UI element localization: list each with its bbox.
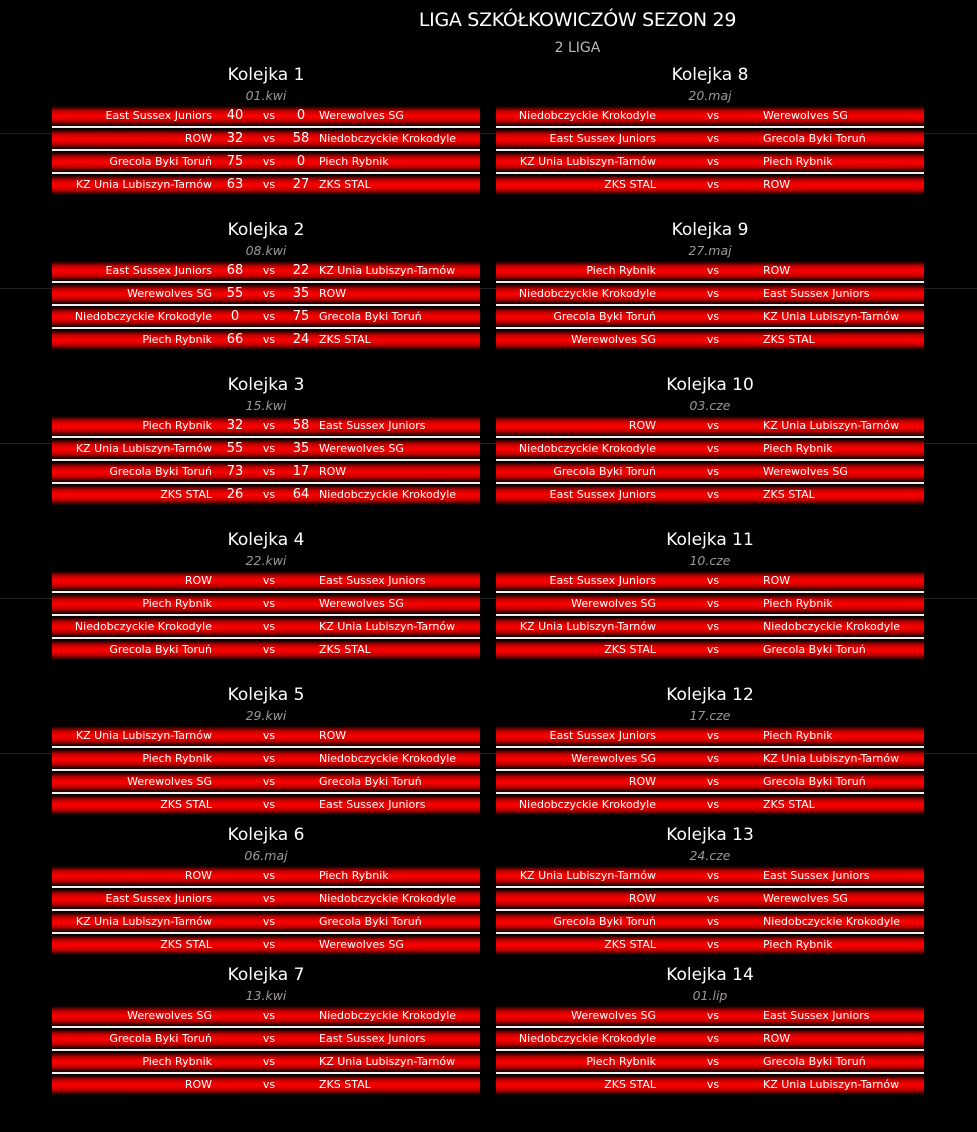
round-title: Kolejka 3 xyxy=(227,375,305,395)
match-row[interactable] xyxy=(496,462,924,482)
home-team: KZ Unia Lubiszyn-Tarnów xyxy=(75,442,212,455)
round-section xyxy=(496,528,924,663)
away-team: KZ Unia Lubiszyn-Tarnów xyxy=(319,264,456,277)
match-row[interactable] xyxy=(52,726,480,746)
away-team: Werewolves SG xyxy=(763,892,848,905)
away-team: Niedobczyckie Krokodyle xyxy=(319,1009,457,1022)
away-team: ROW xyxy=(763,178,791,191)
round-title: Kolejka 5 xyxy=(227,685,305,705)
away-team: Grecola Byki Toruń xyxy=(763,643,866,656)
round-date: 01.kwi xyxy=(245,88,287,103)
round-date: 22.kwi xyxy=(245,553,287,568)
match-row[interactable] xyxy=(496,795,924,815)
match-row[interactable] xyxy=(52,307,480,327)
home-team: KZ Unia Lubiszyn-Tarnów xyxy=(75,178,212,191)
home-team: East Sussex Juniors xyxy=(549,729,656,742)
match-row[interactable] xyxy=(52,912,480,932)
home-team: ZKS STAL xyxy=(604,1078,656,1091)
vs-label: vs xyxy=(262,938,276,951)
vs-label: vs xyxy=(262,798,276,811)
vs-label: vs xyxy=(706,442,720,455)
home-team: Grecola Byki Toruń xyxy=(553,310,656,323)
vs-label: vs xyxy=(706,1032,720,1045)
match-row[interactable] xyxy=(496,912,924,932)
vs-label: vs xyxy=(706,729,720,742)
home-team: ROW xyxy=(184,1078,212,1091)
match-row[interactable] xyxy=(496,129,924,149)
round-title: Kolejka 8 xyxy=(671,65,749,85)
round-section xyxy=(496,218,924,353)
home-score: 75 xyxy=(226,154,244,169)
away-team: Niedobczyckie Krokodyle xyxy=(319,132,457,145)
match-row[interactable] xyxy=(52,571,480,591)
home-team: ZKS STAL xyxy=(160,488,212,501)
vs-label: vs xyxy=(706,643,720,656)
away-team: Werewolves SG xyxy=(763,465,848,478)
round-title: Kolejka 10 xyxy=(666,375,754,395)
home-team: Werewolves SG xyxy=(571,752,656,765)
round-title: Kolejka 4 xyxy=(227,530,305,550)
away-team: Grecola Byki Toruń xyxy=(319,915,422,928)
round-section xyxy=(496,683,924,818)
vs-label: vs xyxy=(706,597,720,610)
vs-label: vs xyxy=(262,1055,276,1068)
match-row[interactable] xyxy=(496,106,924,126)
away-score: 75 xyxy=(292,309,310,324)
home-team: ZKS STAL xyxy=(160,798,212,811)
home-team: ROW xyxy=(628,775,656,788)
away-team: Niedobczyckie Krokodyle xyxy=(319,752,457,765)
home-team: Piech Rybnik xyxy=(142,333,212,346)
home-team: Niedobczyckie Krokodyle xyxy=(518,109,656,122)
match-row[interactable] xyxy=(52,416,480,436)
vs-label: vs xyxy=(706,419,720,432)
match-row[interactable] xyxy=(496,175,924,195)
vs-label: vs xyxy=(706,915,720,928)
round-section xyxy=(52,683,480,818)
home-team: East Sussex Juniors xyxy=(105,264,212,277)
home-score: 68 xyxy=(226,263,244,278)
round-date: 06.maj xyxy=(244,848,288,863)
away-score: 27 xyxy=(292,177,310,192)
away-team: KZ Unia Lubiszyn-Tarnów xyxy=(319,620,456,633)
round-section xyxy=(52,63,480,198)
away-team: ROW xyxy=(319,465,347,478)
vs-label: vs xyxy=(262,178,276,191)
match-row[interactable] xyxy=(52,106,480,126)
home-team: Niedobczyckie Krokodyle xyxy=(74,620,212,633)
away-team: Werewolves SG xyxy=(319,938,404,951)
away-score: 64 xyxy=(292,487,310,502)
vs-label: vs xyxy=(262,155,276,168)
vs-label: vs xyxy=(262,729,276,742)
away-team: KZ Unia Lubiszyn-Tarnów xyxy=(763,310,900,323)
away-score: 58 xyxy=(292,131,310,146)
match-row[interactable] xyxy=(52,129,480,149)
away-team: ROW xyxy=(319,729,347,742)
away-team: Niedobczyckie Krokodyle xyxy=(319,488,457,501)
round-title: Kolejka 9 xyxy=(671,220,749,240)
home-score: 0 xyxy=(230,309,240,324)
vs-label: vs xyxy=(262,1078,276,1091)
home-team: ZKS STAL xyxy=(604,643,656,656)
vs-label: vs xyxy=(706,264,720,277)
home-team: Grecola Byki Toruń xyxy=(553,465,656,478)
home-team: ROW xyxy=(628,419,656,432)
match-row[interactable] xyxy=(52,640,480,660)
home-score: 73 xyxy=(226,464,244,479)
match-row[interactable] xyxy=(496,889,924,909)
vs-label: vs xyxy=(706,869,720,882)
match-row[interactable] xyxy=(496,485,924,505)
round-date: 20.maj xyxy=(688,88,732,103)
away-team: Werewolves SG xyxy=(319,109,404,122)
vs-label: vs xyxy=(262,132,276,145)
away-score: 35 xyxy=(292,286,310,301)
match-row[interactable] xyxy=(52,1029,480,1049)
vs-label: vs xyxy=(706,798,720,811)
away-team: Grecola Byki Toruń xyxy=(763,1055,866,1068)
match-row[interactable] xyxy=(52,935,480,955)
away-team: Werewolves SG xyxy=(763,109,848,122)
match-row[interactable] xyxy=(52,1006,480,1026)
home-team: ZKS STAL xyxy=(604,938,656,951)
away-team: East Sussex Juniors xyxy=(319,1032,426,1045)
match-row[interactable] xyxy=(496,866,924,886)
home-team: Niedobczyckie Krokodyle xyxy=(518,287,656,300)
home-team: Grecola Byki Toruń xyxy=(109,465,212,478)
vs-label: vs xyxy=(262,465,276,478)
match-row[interactable] xyxy=(52,439,480,459)
away-team: East Sussex Juniors xyxy=(763,287,870,300)
away-team: Grecola Byki Toruń xyxy=(319,310,422,323)
match-row[interactable] xyxy=(496,284,924,304)
match-row[interactable] xyxy=(496,416,924,436)
round-date: 17.cze xyxy=(689,708,731,723)
round-section xyxy=(52,963,480,1098)
vs-label: vs xyxy=(706,892,720,905)
round-title: Kolejka 1 xyxy=(227,65,305,85)
home-team: ROW xyxy=(628,892,656,905)
away-team: East Sussex Juniors xyxy=(319,574,426,587)
home-team: Niedobczyckie Krokodyle xyxy=(74,310,212,323)
away-score: 17 xyxy=(292,464,310,479)
away-team: KZ Unia Lubiszyn-Tarnów xyxy=(763,752,900,765)
home-team: Werewolves SG xyxy=(571,597,656,610)
away-team: ZKS STAL xyxy=(763,488,815,501)
round-title: Kolejka 12 xyxy=(666,685,754,705)
home-team: KZ Unia Lubiszyn-Tarnów xyxy=(519,869,656,882)
away-team: Piech Rybnik xyxy=(763,155,833,168)
home-team: Werewolves SG xyxy=(127,287,212,300)
round-date: 15.kwi xyxy=(245,398,287,413)
round-section xyxy=(52,528,480,663)
away-team: KZ Unia Lubiszyn-Tarnów xyxy=(319,1055,456,1068)
match-row[interactable] xyxy=(496,772,924,792)
round-section xyxy=(52,218,480,353)
home-team: East Sussex Juniors xyxy=(549,488,656,501)
match-row[interactable] xyxy=(496,571,924,591)
home-team: East Sussex Juniors xyxy=(549,132,656,145)
round-title: Kolejka 11 xyxy=(666,530,754,550)
home-score: 32 xyxy=(226,418,244,433)
away-team: ZKS STAL xyxy=(319,178,371,191)
round-date: 01.lip xyxy=(692,988,728,1003)
home-team: ZKS STAL xyxy=(160,938,212,951)
vs-label: vs xyxy=(262,597,276,610)
away-team: Niedobczyckie Krokodyle xyxy=(763,915,901,928)
away-team: Grecola Byki Toruń xyxy=(319,775,422,788)
match-row[interactable] xyxy=(52,175,480,195)
vs-label: vs xyxy=(706,1009,720,1022)
vs-label: vs xyxy=(706,574,720,587)
vs-label: vs xyxy=(706,287,720,300)
home-team: ROW xyxy=(184,869,212,882)
away-team: Piech Rybnik xyxy=(319,155,389,168)
match-row[interactable] xyxy=(52,1052,480,1072)
home-team: Grecola Byki Toruń xyxy=(109,155,212,168)
vs-label: vs xyxy=(262,1032,276,1045)
vs-label: vs xyxy=(706,1078,720,1091)
away-team: East Sussex Juniors xyxy=(763,1009,870,1022)
vs-label: vs xyxy=(706,333,720,346)
round-section xyxy=(496,373,924,508)
away-team: Niedobczyckie Krokodyle xyxy=(319,892,457,905)
match-row[interactable] xyxy=(496,726,924,746)
away-team: ROW xyxy=(763,574,791,587)
match-row[interactable] xyxy=(52,866,480,886)
vs-label: vs xyxy=(262,892,276,905)
home-team: Piech Rybnik xyxy=(142,752,212,765)
match-row[interactable] xyxy=(496,640,924,660)
vs-label: vs xyxy=(706,488,720,501)
home-team: Piech Rybnik xyxy=(586,1055,656,1068)
match-row[interactable] xyxy=(496,935,924,955)
match-row[interactable] xyxy=(52,330,480,350)
away-team: ROW xyxy=(319,287,347,300)
match-row[interactable] xyxy=(496,749,924,769)
home-team: KZ Unia Lubiszyn-Tarnów xyxy=(519,155,656,168)
match-row[interactable] xyxy=(52,462,480,482)
match-row[interactable] xyxy=(496,261,924,281)
away-team: ZKS STAL xyxy=(763,798,815,811)
match-row[interactable] xyxy=(52,485,480,505)
home-team: KZ Unia Lubiszyn-Tarnów xyxy=(75,915,212,928)
vs-label: vs xyxy=(262,442,276,455)
home-score: 26 xyxy=(226,487,244,502)
vs-label: vs xyxy=(262,775,276,788)
home-score: 55 xyxy=(226,286,244,301)
match-row[interactable] xyxy=(496,439,924,459)
match-row[interactable] xyxy=(496,1006,924,1026)
vs-label: vs xyxy=(706,775,720,788)
away-team: Piech Rybnik xyxy=(319,869,389,882)
away-score: 35 xyxy=(292,441,310,456)
home-team: Piech Rybnik xyxy=(586,264,656,277)
round-title: Kolejka 7 xyxy=(227,965,305,985)
match-row[interactable] xyxy=(496,1075,924,1095)
page-title: LIGA SZKÓŁKOWICZÓW SEZON 29 xyxy=(418,9,737,31)
home-team: Piech Rybnik xyxy=(142,1055,212,1068)
away-team: KZ Unia Lubiszyn-Tarnów xyxy=(763,419,900,432)
match-row[interactable] xyxy=(52,594,480,614)
home-team: ROW xyxy=(184,574,212,587)
vs-label: vs xyxy=(262,915,276,928)
away-team: East Sussex Juniors xyxy=(319,419,426,432)
match-row[interactable] xyxy=(52,749,480,769)
round-date: 03.cze xyxy=(689,398,731,413)
match-row[interactable] xyxy=(52,284,480,304)
match-row[interactable] xyxy=(52,261,480,281)
vs-label: vs xyxy=(262,869,276,882)
match-row[interactable] xyxy=(496,307,924,327)
home-team: ROW xyxy=(184,132,212,145)
home-score: 40 xyxy=(226,108,244,123)
round-title: Kolejka 13 xyxy=(666,825,754,845)
away-team: Piech Rybnik xyxy=(763,597,833,610)
away-team: Werewolves SG xyxy=(319,442,404,455)
round-date: 29.kwi xyxy=(245,708,287,723)
vs-label: vs xyxy=(262,488,276,501)
away-score: 58 xyxy=(292,418,310,433)
round-date: 10.cze xyxy=(689,553,731,568)
away-team: ZKS STAL xyxy=(319,333,371,346)
vs-label: vs xyxy=(262,752,276,765)
match-row[interactable] xyxy=(496,1029,924,1049)
home-team: KZ Unia Lubiszyn-Tarnów xyxy=(519,620,656,633)
match-row[interactable] xyxy=(52,772,480,792)
vs-label: vs xyxy=(706,1055,720,1068)
home-team: Piech Rybnik xyxy=(142,419,212,432)
away-team: Piech Rybnik xyxy=(763,729,833,742)
away-team: Grecola Byki Toruń xyxy=(763,132,866,145)
vs-label: vs xyxy=(262,310,276,323)
home-score: 66 xyxy=(226,332,244,347)
away-team: East Sussex Juniors xyxy=(763,869,870,882)
vs-label: vs xyxy=(262,419,276,432)
vs-label: vs xyxy=(262,574,276,587)
round-section xyxy=(496,823,924,958)
vs-label: vs xyxy=(706,465,720,478)
match-row[interactable] xyxy=(52,152,480,172)
home-team: Werewolves SG xyxy=(571,1009,656,1022)
away-team: Piech Rybnik xyxy=(763,938,833,951)
home-team: Piech Rybnik xyxy=(142,597,212,610)
away-score: 0 xyxy=(296,108,306,123)
home-team: Niedobczyckie Krokodyle xyxy=(518,442,656,455)
away-team: ROW xyxy=(763,1032,791,1045)
vs-label: vs xyxy=(706,155,720,168)
match-row[interactable] xyxy=(52,889,480,909)
home-team: Grecola Byki Toruń xyxy=(553,915,656,928)
match-row[interactable] xyxy=(496,330,924,350)
home-score: 63 xyxy=(226,177,244,192)
vs-label: vs xyxy=(706,938,720,951)
home-team: Grecola Byki Toruń xyxy=(109,1032,212,1045)
round-date: 08.kwi xyxy=(245,243,287,258)
vs-label: vs xyxy=(706,752,720,765)
away-team: ZKS STAL xyxy=(763,333,815,346)
vs-label: vs xyxy=(262,264,276,277)
match-row[interactable] xyxy=(52,617,480,637)
home-team: East Sussex Juniors xyxy=(105,109,212,122)
home-team: ZKS STAL xyxy=(604,178,656,191)
vs-label: vs xyxy=(262,287,276,300)
home-team: East Sussex Juniors xyxy=(549,574,656,587)
round-title: Kolejka 6 xyxy=(227,825,305,845)
round-title: Kolejka 14 xyxy=(666,965,754,985)
home-team: Niedobczyckie Krokodyle xyxy=(518,1032,656,1045)
away-team: ROW xyxy=(763,264,791,277)
away-score: 24 xyxy=(292,332,310,347)
vs-label: vs xyxy=(706,132,720,145)
round-section xyxy=(52,373,480,508)
round-section xyxy=(52,823,480,958)
match-row[interactable] xyxy=(52,795,480,815)
round-date: 13.kwi xyxy=(245,988,287,1003)
match-row[interactable] xyxy=(52,1075,480,1095)
round-date: 27.maj xyxy=(688,243,732,258)
vs-label: vs xyxy=(262,333,276,346)
league-subtitle: 2 LIGA xyxy=(554,40,601,56)
vs-label: vs xyxy=(706,109,720,122)
home-team: Werewolves SG xyxy=(127,1009,212,1022)
vs-label: vs xyxy=(262,109,276,122)
away-team: Niedobczyckie Krokodyle xyxy=(763,620,901,633)
home-score: 32 xyxy=(226,131,244,146)
round-section xyxy=(496,63,924,198)
home-team: Niedobczyckie Krokodyle xyxy=(518,798,656,811)
match-row[interactable] xyxy=(496,617,924,637)
home-team: Werewolves SG xyxy=(571,333,656,346)
home-team: Werewolves SG xyxy=(127,775,212,788)
match-row[interactable] xyxy=(496,1052,924,1072)
vs-label: vs xyxy=(262,620,276,633)
away-team: Grecola Byki Toruń xyxy=(763,775,866,788)
vs-label: vs xyxy=(262,643,276,656)
match-row[interactable] xyxy=(496,152,924,172)
round-date: 24.cze xyxy=(689,848,731,863)
away-team: ZKS STAL xyxy=(319,1078,371,1091)
home-score: 55 xyxy=(226,441,244,456)
round-title: Kolejka 2 xyxy=(227,220,305,240)
away-score: 22 xyxy=(292,263,310,278)
away-team: Werewolves SG xyxy=(319,597,404,610)
away-team: ZKS STAL xyxy=(319,643,371,656)
home-team: KZ Unia Lubiszyn-Tarnów xyxy=(75,729,212,742)
away-team: East Sussex Juniors xyxy=(319,798,426,811)
away-team: Piech Rybnik xyxy=(763,442,833,455)
vs-label: vs xyxy=(706,178,720,191)
round-section xyxy=(496,963,924,1098)
vs-label: vs xyxy=(262,1009,276,1022)
vs-label: vs xyxy=(706,310,720,323)
away-score: 0 xyxy=(296,154,306,169)
away-team: KZ Unia Lubiszyn-Tarnów xyxy=(763,1078,900,1091)
vs-label: vs xyxy=(706,620,720,633)
home-team: Grecola Byki Toruń xyxy=(109,643,212,656)
home-team: East Sussex Juniors xyxy=(105,892,212,905)
match-row[interactable] xyxy=(496,594,924,614)
